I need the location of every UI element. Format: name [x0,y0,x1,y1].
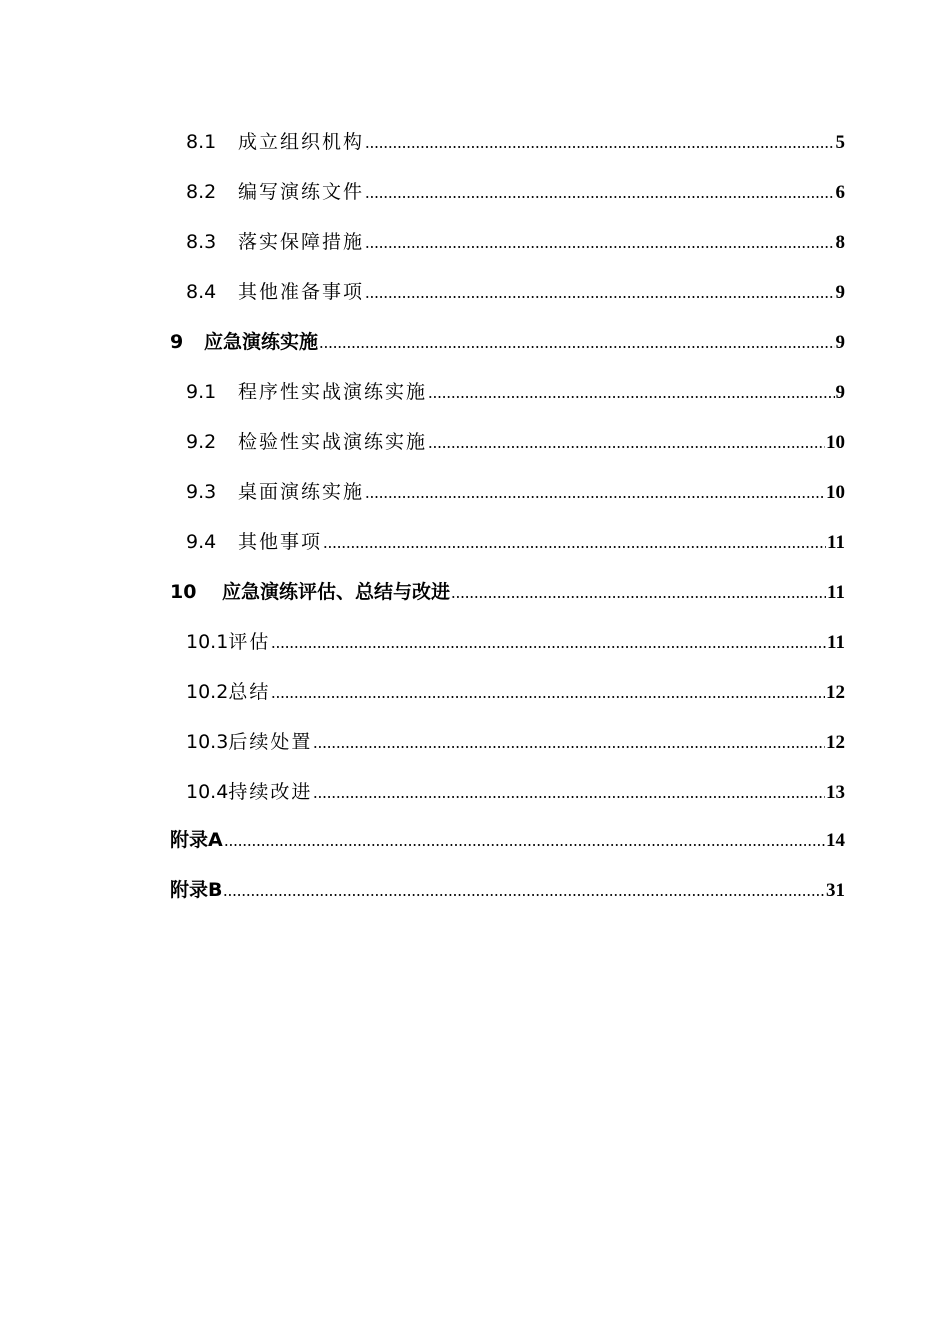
toc-entry-page: 6 [835,182,845,203]
toc-entry-page: 13 [826,782,845,803]
toc-entry-page: 31 [826,880,845,901]
toc-entry-title: 评估 [228,631,271,653]
toc-entry-title: 桌面演练实施 [238,481,365,503]
toc-entry-title: 编写演练文件 [238,181,365,203]
toc-entry-number: 9.4 [186,531,217,553]
toc-entry-8-4[interactable] [186,272,845,302]
toc-entry-page: 11 [827,582,845,603]
toc-entry-number: 10.4 [186,781,229,803]
toc-entry-number: 10.2 [186,681,229,703]
toc-entry-appendix-a[interactable] [170,820,845,850]
toc-entry-page: 9 [835,332,845,353]
dot-leader [365,131,834,149]
dot-leader [313,731,825,749]
toc-entry-10-3[interactable] [186,722,845,752]
dot-leader [323,531,826,549]
dot-leader [224,829,825,847]
dot-leader [319,331,834,349]
toc-entry-8-1[interactable] [186,122,845,152]
toc-entry-appendix-b[interactable] [170,870,845,900]
toc-entry-9-1[interactable] [186,372,845,402]
dot-leader [428,381,834,399]
toc-entry-10-1[interactable] [186,622,845,652]
toc-entry-page: 8 [835,232,845,253]
toc-entry-title: 持续改进 [228,781,313,803]
toc-entry-title: 程序性实战演练实施 [238,381,428,403]
toc-entry-number: 8.3 [186,231,217,253]
dot-leader [271,631,826,649]
toc-entry-number: 10.1 [186,631,229,653]
toc-entry-9[interactable] [170,322,845,352]
toc-entry-page: 12 [826,732,845,753]
toc-entry-9-2[interactable] [186,422,845,452]
toc-entry-8-3[interactable] [186,222,845,252]
toc-entry-page: 11 [827,532,845,553]
dot-leader [428,431,825,449]
toc-entry-number: 9.1 [186,381,217,403]
toc-entry-title: 落实保障措施 [238,231,365,253]
toc-entry-page: 12 [826,682,845,703]
dot-leader [451,581,826,599]
toc-entry-9-3[interactable] [186,472,845,502]
toc-entry-page: 5 [835,132,845,153]
toc-entry-number: 9.2 [186,431,217,453]
toc-entry-title: 后续处置 [228,731,313,753]
toc-entry-title: 其他事项 [238,531,323,553]
dot-leader [365,481,825,499]
toc-entry-title: 成立组织机构 [238,131,365,153]
toc-entry-number: 9.3 [186,481,217,503]
toc-entry-page: 11 [827,632,845,653]
toc-entry-title: 附录A [170,829,223,851]
toc-entry-number: 8.1 [186,131,217,153]
dot-leader [365,181,834,199]
toc-entry-title: 应急演练实施 [204,331,319,353]
dot-leader [365,231,834,249]
toc-entry-title: 其他准备事项 [238,281,365,303]
toc-entry-10[interactable] [170,572,845,602]
toc-entry-page: 9 [835,382,845,403]
toc-entry-page: 9 [835,282,845,303]
toc-entry-page: 10 [826,482,845,503]
toc-entry-number: 10 [170,581,197,603]
dot-leader [313,781,825,799]
toc-entry-10-4[interactable] [186,772,845,802]
toc-entry-page: 14 [826,830,845,851]
toc-entry-number: 9 [170,331,184,353]
toc-entry-number: 10.3 [186,731,229,753]
toc-entry-title: 总结 [228,681,271,703]
toc-entry-title: 附录B [170,879,223,901]
toc-entry-8-2[interactable] [186,172,845,202]
dot-leader [271,681,825,699]
toc-entry-page: 10 [826,432,845,453]
toc-entry-9-4[interactable] [186,522,845,552]
toc-entry-number: 8.2 [186,181,217,203]
toc-entry-number: 8.4 [186,281,217,303]
toc-entry-title: 应急演练评估、总结与改进 [222,581,451,603]
dot-leader [223,879,825,897]
dot-leader [365,281,834,299]
toc-entry-10-2[interactable] [186,672,845,702]
toc-entry-title: 检验性实战演练实施 [238,431,428,453]
